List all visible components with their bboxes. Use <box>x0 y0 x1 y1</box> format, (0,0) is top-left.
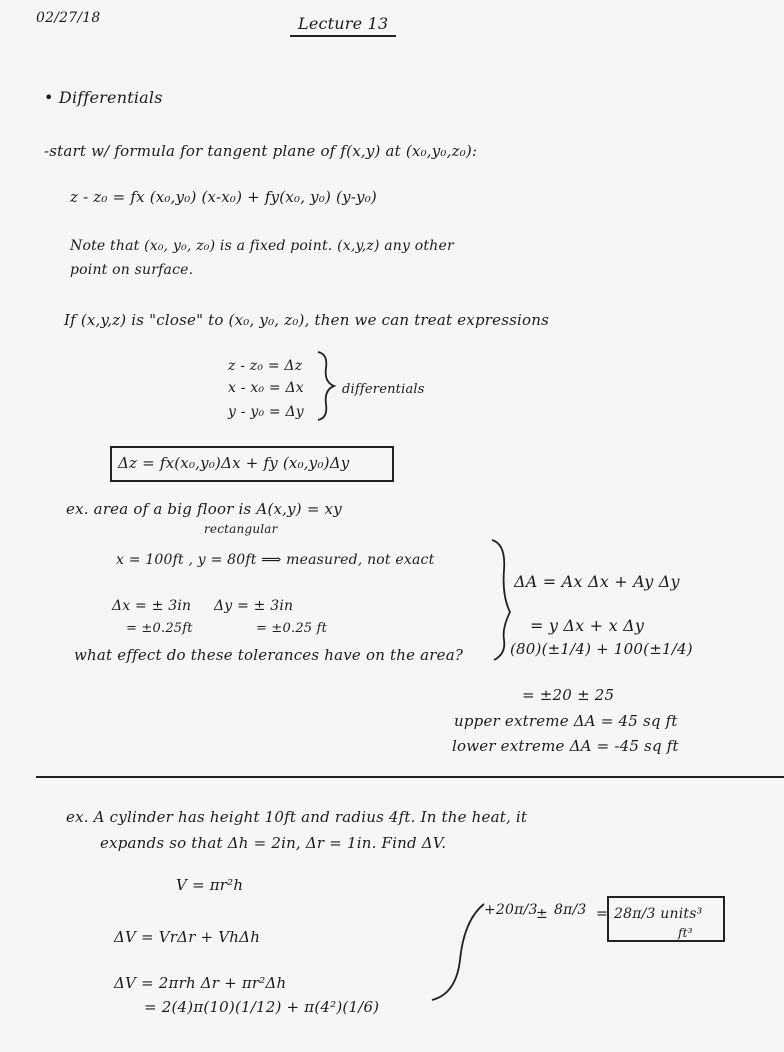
example1-rhs-1: ΔA = Ax Δx + Ay Δy <box>514 572 680 591</box>
differentials-brace <box>318 352 334 420</box>
example1-dx: Δx = ± 3in <box>112 598 192 614</box>
example2-volume: V = πr²h <box>176 876 244 894</box>
example1-result: = ±20 ± 25 <box>522 686 615 704</box>
example1-rhs-3: (80)(±1/4) + 100(±1/4) <box>510 640 693 658</box>
date-label: 02/27/18 <box>36 10 101 26</box>
example1-rhs-2: = y Δx + x Δy <box>530 616 645 635</box>
example2-answer-alt: ft³ <box>678 926 693 940</box>
example1-dy: Δy = ± 3in <box>214 598 294 614</box>
example2-dv-partials: ΔV = 2πrh Δr + πr²Δh <box>114 974 287 992</box>
example2-dv-values: = 2(4)π(10)(1/12) + π(4²)(1/6) <box>144 998 380 1016</box>
note-line-2: point on surface. <box>70 262 194 278</box>
differential-z: z - z₀ = Δz <box>228 358 303 374</box>
example1-line1: ex. area of a big floor is A(x,y) = xy <box>66 500 342 518</box>
example1-lower: lower extreme ΔA = -45 sq ft <box>452 737 679 755</box>
page-title: Lecture 13 <box>298 14 389 33</box>
differential-y: y - y₀ = Δy <box>228 404 304 420</box>
differential-x: x - x₀ = Δx <box>228 380 304 396</box>
example2-dv-general: ΔV = VrΔr + VhΔh <box>114 928 261 946</box>
example1-dx-ft: = ±0.25ft <box>126 621 193 636</box>
example2-line1: ex. A cylinder has height 10ft and radius 4ft. In the heat, it <box>66 808 528 826</box>
tangent-plane-equation: z - z₀ = fx (x₀,y₀) (x-x₀) + fy(x₀, y₀) (y-y₀) <box>70 188 377 206</box>
example1-dy-ft: = ±0.25 ft <box>256 621 328 636</box>
example2-line2: expands so that Δh = 2in, Δr = 1in. Find ΔV. <box>100 834 447 852</box>
example1-upper: upper extreme ΔA = 45 sq ft <box>454 712 678 730</box>
example2-answer: 28π/3 units³ <box>614 906 703 922</box>
differentials-label: differentials <box>342 382 425 397</box>
section-heading: • Differentials <box>44 88 163 107</box>
example1-brace <box>492 540 510 660</box>
example2-curved-arrow <box>432 904 484 1000</box>
example1-insert: rectangular <box>204 522 278 536</box>
example1-measure-line: x = 100ft , y = 80ft ⟹ measured, not exact <box>116 552 435 568</box>
example1-question: what effect do these tolerances have on the area? <box>74 646 464 664</box>
example2-side-b: 8π/3 <box>554 902 587 918</box>
note-line-1: Note that (x₀, y₀, z₀) is a fixed point. (x,y,z) any other <box>70 238 454 254</box>
boxed-formula: Δz = fx(x₀,y₀)Δx + fy (x₀,y₀)Δy <box>118 454 350 472</box>
example2-side-pm: ± <box>536 906 548 922</box>
intro-line: -start w/ formula for tangent plane of f(x,y) at (x₀,y₀,z₀): <box>44 142 478 160</box>
example2-side-eq: = <box>596 906 608 922</box>
example2-side-a: +20π/3 <box>484 902 538 918</box>
if-close-line: If (x,y,z) is "close" to (x₀, y₀, z₀), then we can treat expressions <box>64 311 549 329</box>
